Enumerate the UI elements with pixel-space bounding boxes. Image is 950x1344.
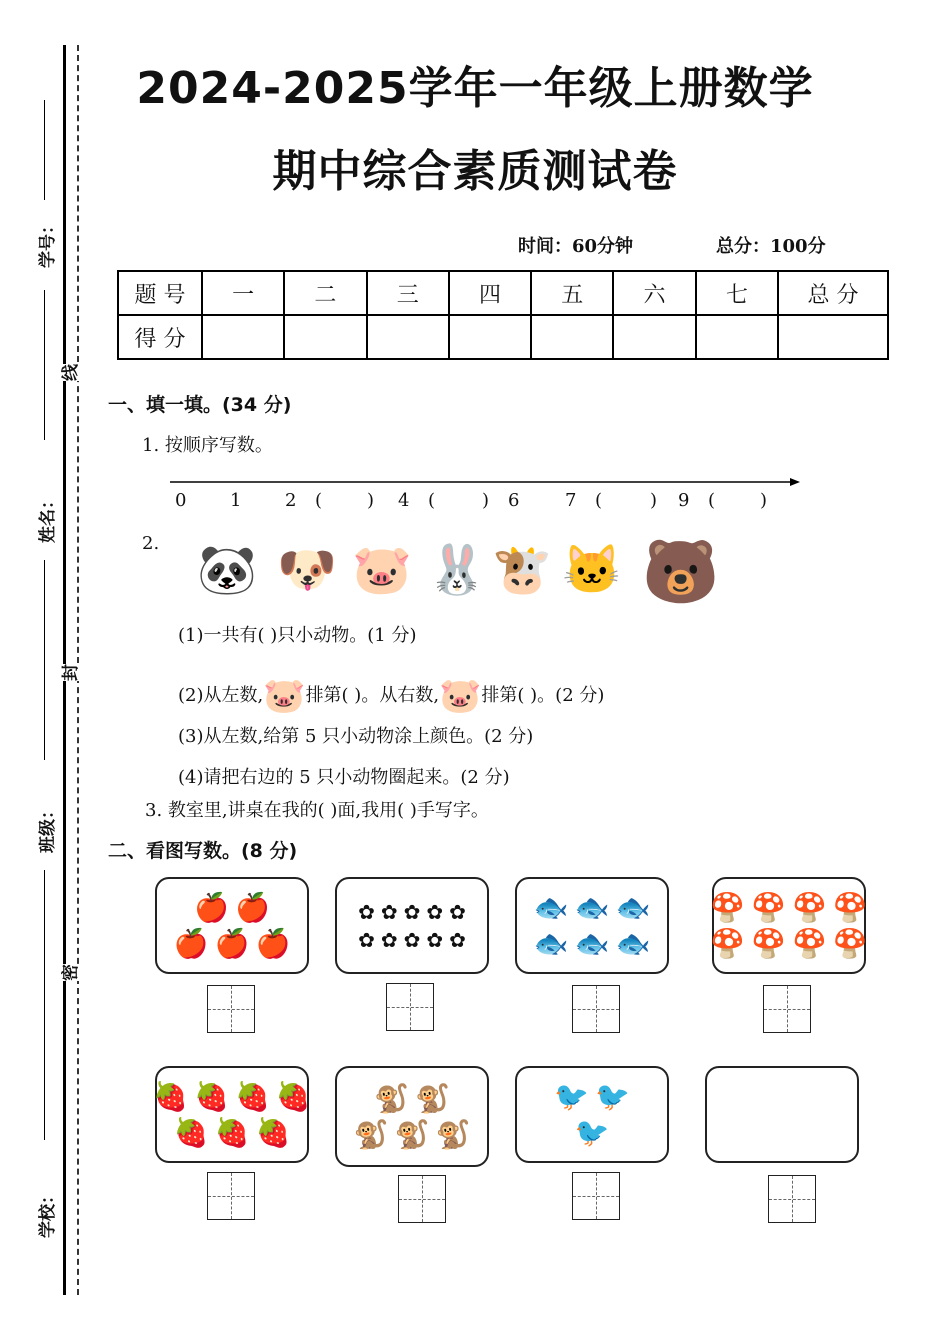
score-row-label: 得 分 [118, 315, 202, 359]
picture-row [153, 1079, 311, 1114]
section1-heading: 一、填一填。(34 分) [108, 394, 292, 416]
score-cell: 四 [449, 271, 531, 315]
apples-icon: 🍎 [173, 926, 209, 960]
answer-box[interactable] [572, 985, 620, 1033]
score-cell: 题 号 [118, 271, 202, 315]
flowers-icon: ✿ [380, 927, 398, 952]
picture-frame-empty [705, 1066, 859, 1163]
number-line-label: 7 [565, 490, 577, 511]
rabbit-icon: 🐰 [427, 542, 487, 598]
answer-box[interactable] [763, 985, 811, 1033]
number-line-label: ( [708, 490, 716, 511]
q2-2-part-a: (2)从左数, [178, 685, 264, 706]
exam-time: 时间：60分钟 [518, 236, 634, 257]
picture-frame-birds [515, 1066, 669, 1163]
flowers-icon: ✿ [449, 899, 466, 924]
picture-row [157, 1116, 307, 1150]
monkeys-icon: 🐒 [435, 1117, 471, 1151]
class-underline [44, 870, 45, 1140]
monkeys-icon: 🐒 [394, 1117, 430, 1151]
picture-row [337, 1118, 487, 1152]
pig-icon: 🐷 [439, 676, 482, 716]
number-line-label: ) [482, 490, 490, 511]
strawberries-icon: 🍓 [173, 1115, 209, 1149]
class-label: 班级： [38, 802, 58, 853]
q2-2-part-b: 排第( )。从右数, [305, 685, 440, 706]
score-input[interactable] [613, 315, 695, 359]
birds-icon: 🐦 [574, 1115, 610, 1149]
strawberries-icon: 🍓 [153, 1079, 189, 1113]
score-cell: 六 [613, 271, 695, 315]
flowers-icon: ✿ [403, 927, 421, 952]
school-label: 学校： [38, 1187, 58, 1238]
number-line-label: ( [428, 490, 436, 511]
number-line-label: ( [315, 490, 323, 511]
score-value-row [118, 315, 888, 359]
score-input[interactable] [367, 315, 449, 359]
monkeys-icon: 🐒 [415, 1081, 450, 1115]
name-underline [44, 290, 45, 440]
picture-row [157, 891, 307, 925]
picture-row [517, 1116, 667, 1150]
score-cell: 七 [696, 271, 778, 315]
answer-box[interactable] [572, 1172, 620, 1220]
question-2-2 [178, 676, 604, 716]
score-input[interactable] [449, 315, 531, 359]
number-line-label: ( [595, 490, 603, 511]
mushrooms-icon: 🍄 [751, 890, 786, 924]
flowers-icon: ✿ [358, 927, 375, 952]
number-line-label: ) [760, 490, 768, 511]
answer-box[interactable] [398, 1175, 446, 1223]
score-cell: 总 分 [778, 271, 888, 315]
panda-icon: 🐼 [197, 542, 257, 598]
fish-icon: 🐟 [574, 926, 610, 960]
mushrooms-icon: 🍄 [710, 926, 746, 960]
name-label: 姓名： [38, 492, 58, 543]
score-cell: 五 [531, 271, 613, 315]
fish-icon: 🐟 [574, 890, 610, 924]
pig-icon: 🐷 [352, 542, 412, 598]
question-2-4: (4)请把右边的 5 只小动物圈起来。(2 分) [178, 767, 510, 788]
score-cell: 一 [202, 271, 284, 315]
picture-row [710, 926, 868, 961]
score-input[interactable] [696, 315, 778, 359]
question-3: 3. 教室里,讲桌在我的( )面,我用( )手写字。 [145, 800, 489, 821]
birds-icon: 🐦 [554, 1079, 589, 1113]
name-underline-2 [44, 560, 45, 760]
number-line-label: 1 [230, 490, 242, 511]
picture-row [337, 899, 487, 925]
binding-mark-mi: 密 [56, 964, 81, 981]
picture-frame-fish [515, 877, 669, 974]
mushrooms-icon: 🍄 [751, 926, 786, 960]
fish-icon: 🐟 [533, 890, 569, 924]
picture-row [337, 1082, 487, 1116]
exam-total: 总分：100分 [716, 236, 826, 257]
score-input[interactable] [531, 315, 613, 359]
strawberries-icon: 🍓 [255, 1115, 291, 1149]
answer-box[interactable] [207, 985, 255, 1033]
strawberries-icon: 🍓 [235, 1079, 270, 1113]
binding-mark-xian: 线 [56, 364, 81, 381]
flowers-icon: ✿ [426, 927, 444, 952]
number-line-label: 0 [175, 490, 187, 511]
number-line-label: 9 [678, 490, 690, 511]
monkeys-icon: 🐒 [353, 1117, 389, 1151]
number-line-labels [160, 490, 810, 514]
number-line-label: ) [650, 490, 658, 511]
picture-frame-flowers [335, 877, 489, 974]
apples-icon: 🍎 [255, 926, 291, 960]
picture-frame-apples [155, 877, 309, 974]
score-input[interactable] [778, 315, 888, 359]
strawberries-icon: 🍓 [275, 1079, 311, 1113]
question-2-3: (3)从左数,给第 5 只小动物涂上颜色。(2 分) [178, 726, 534, 747]
picture-frame-strawberries [155, 1066, 309, 1163]
bear-icon: 🐻 [642, 535, 720, 608]
fish-icon: 🐟 [533, 926, 569, 960]
number-line-label: ) [367, 490, 375, 511]
question-2-label: 2. [142, 533, 160, 554]
number-line-label: 2 [285, 490, 297, 511]
page-title-line2: 期中综合素质测试卷 [272, 146, 678, 197]
flowers-icon: ✿ [380, 899, 398, 924]
birds-icon: 🐦 [595, 1079, 630, 1113]
mushrooms-icon: 🍄 [832, 926, 868, 960]
fish-icon: 🐟 [615, 890, 651, 924]
picture-row [337, 927, 487, 953]
cow-icon: 🐮 [492, 542, 552, 598]
picture-row [710, 890, 868, 925]
score-table [117, 270, 889, 360]
section2-heading: 二、看图写数。(8 分) [108, 840, 298, 862]
picture-row [157, 927, 307, 961]
pig-icon: 🐷 [263, 676, 306, 716]
page-title-line1: 2024-2025学年一年级上册数学 [136, 63, 814, 114]
score-cell: 三 [367, 271, 449, 315]
strawberries-icon: 🍓 [194, 1079, 229, 1113]
animal-row [192, 535, 742, 608]
score-header-row [118, 271, 888, 315]
flowers-icon: ✿ [449, 927, 466, 952]
dog-icon: 🐶 [277, 542, 337, 598]
score-input[interactable] [284, 315, 366, 359]
apples-icon: 🍎 [235, 890, 270, 924]
number-line-label: 4 [398, 490, 410, 511]
apples-icon: 🍎 [214, 926, 250, 960]
flowers-icon: ✿ [426, 899, 444, 924]
number-line-label: 6 [508, 490, 520, 511]
picture-frame-mushrooms [712, 877, 866, 974]
question-2-1: (1)一共有( )只小动物。(1 分) [178, 625, 417, 646]
mushrooms-icon: 🍄 [792, 926, 827, 960]
mushrooms-icon: 🍄 [832, 890, 868, 924]
picture-row [517, 891, 667, 925]
strawberries-icon: 🍓 [214, 1115, 250, 1149]
answer-box[interactable] [768, 1175, 816, 1223]
fish-icon: 🐟 [615, 926, 651, 960]
monkeys-icon: 🐒 [374, 1081, 409, 1115]
answer-box[interactable] [207, 1172, 255, 1220]
answer-box[interactable] [386, 983, 434, 1031]
picture-row [517, 1080, 667, 1114]
mushrooms-icon: 🍄 [710, 890, 746, 924]
picture-row [517, 927, 667, 961]
picture-frame-monkeys [335, 1066, 489, 1167]
question-1: 1. 按顺序写数。 [142, 435, 273, 456]
student-no-label: 学号： [38, 217, 58, 268]
q2-2-part-c: 排第( )。(2 分) [481, 685, 605, 706]
score-input[interactable] [202, 315, 284, 359]
mushrooms-icon: 🍄 [792, 890, 827, 924]
score-cell: 二 [284, 271, 366, 315]
flowers-icon: ✿ [403, 899, 421, 924]
apples-icon: 🍎 [194, 890, 229, 924]
cat-icon: 🐱 [562, 542, 622, 598]
binding-mark-feng: 封 [56, 664, 81, 681]
flowers-icon: ✿ [358, 899, 375, 924]
